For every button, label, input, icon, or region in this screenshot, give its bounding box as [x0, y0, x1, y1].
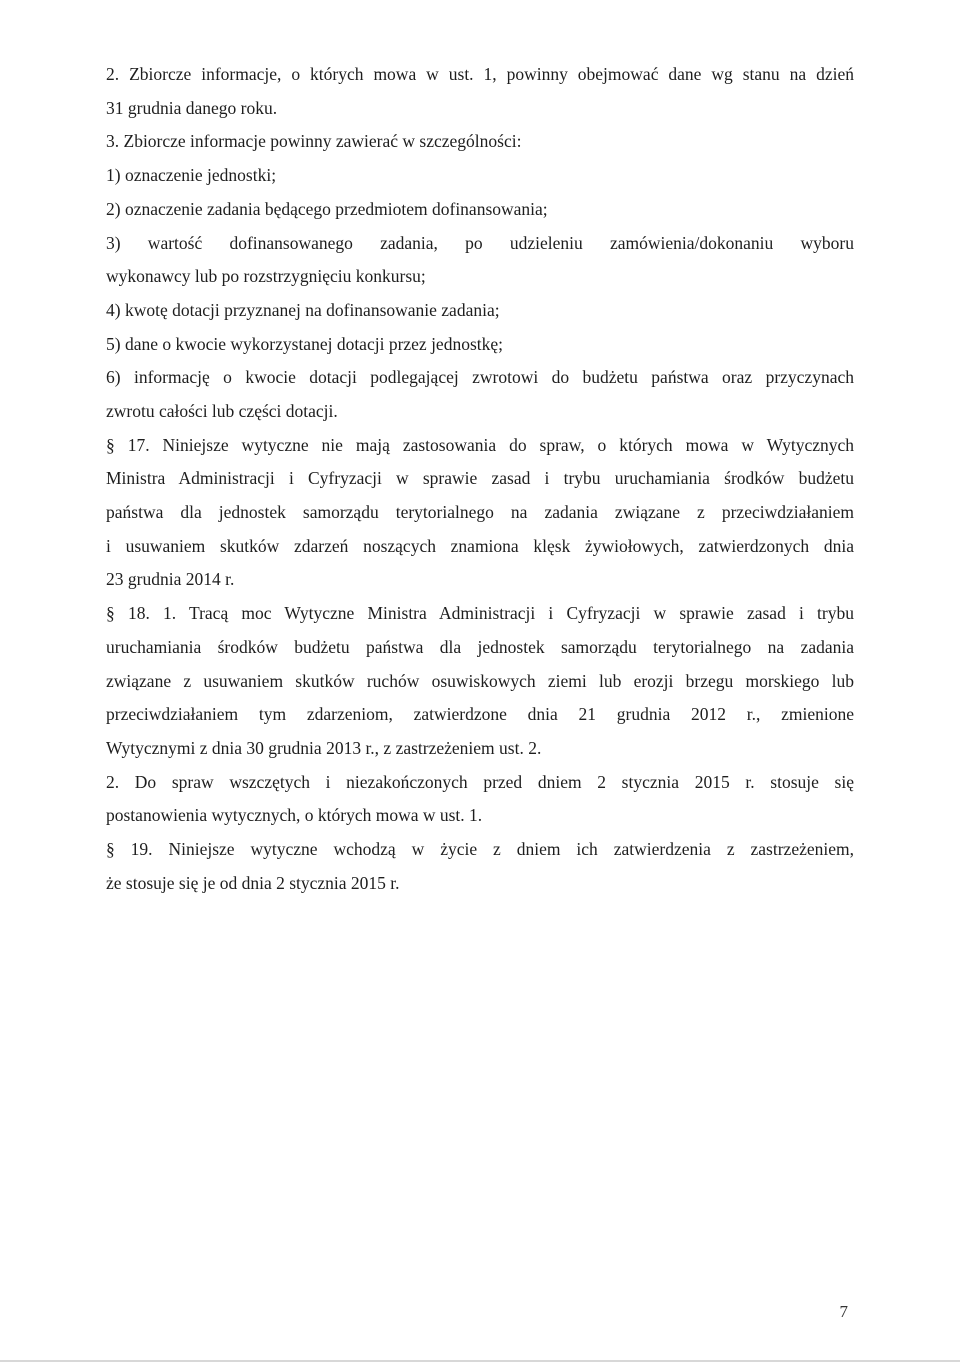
scan-edge [0, 1360, 960, 1362]
text-line: związane z usuwaniem skutków ruchów osuwiskowych ziemi lub erozji brzegu morskiego lub [106, 670, 854, 691]
text-line: 2) oznaczenie zadania będącego przedmiotem dofinansowania; [106, 198, 548, 219]
text-line: zwrotu całości lub części dotacji. [106, 400, 338, 421]
text-line: Ministra Administracji i Cyfryzacji w sprawie zasad i trybu uruchamiania środków budżetu [106, 468, 854, 489]
text-line: 5) dane o kwocie wykorzystanej dotacji przez jednostkę; [106, 333, 504, 354]
text-line: przeciwdziałaniem tym zdarzeniom, zatwierdzone dnia 21 grudnia 2012 r., zmienione [106, 704, 854, 725]
document-body [106, 58, 854, 900]
text-line: że stosuje się je od dnia 2 stycznia 2015 r. [106, 872, 400, 893]
text-line: 2. Zbiorcze informacje, o których mowa w ust. 1, powinny obejmować dane wg stanu na dzień [106, 64, 854, 84]
text-line: § 17. Niniejsze wytyczne nie mają zastosowania do spraw, o których mowa w Wytycznych [106, 434, 854, 455]
text-line: 2. Do spraw wszczętych i niezakończonych przed dniem 2 stycznia 2015 r. stosuje się [106, 771, 854, 792]
text-line: 4) kwotę dotacji przyznanej na dofinansowanie zadania; [106, 299, 500, 320]
text-line: Wytycznymi z dnia 30 grudnia 2013 r., z zastrzeżeniem ust. 2. [106, 737, 542, 758]
text-line: postanowienia wytycznych, o których mowa w ust. 1. [106, 805, 483, 826]
text-line: § 19. Niniejsze wytyczne wchodzą w życie z dniem ich zatwierdzenia z zastrzeżeniem, [106, 838, 854, 859]
text-line: 1) oznaczenie jednostki; [106, 165, 277, 186]
text-line: 6) informację o kwocie dotacji podlegającej zwrotowi do budżetu państwa oraz przyczynach [106, 367, 854, 388]
text-line: i usuwaniem skutków zdarzeń noszących znamiona klęsk żywiołowych, zatwierdzonych dnia [106, 535, 854, 556]
text-line: 3) wartość dofinansowanego zadania, po udzieleniu zamówienia/dokonaniu wyboru [106, 232, 854, 253]
text-line: wykonawcy lub po rozstrzygnięciu konkursu; [106, 266, 426, 287]
text-line: 3. Zbiorcze informacje powinny zawierać w szczególności: [106, 131, 522, 152]
text-line: uruchamiania środków budżetu państwa dla jednostek samorządu terytorialnego na zadania [106, 636, 854, 657]
text-line: państwa dla jednostek samorządu terytorialnego na zadania związane z przeciwdziałaniem [106, 502, 854, 523]
page-number: 7 [839, 1302, 848, 1321]
text-line: 23 grudnia 2014 r. [106, 569, 235, 590]
text-line: 31 grudnia danego roku. [106, 97, 278, 118]
text-line: § 18. 1. Tracą moc Wytyczne Ministra Administracji i Cyfryzacji w sprawie zasad i trybu [106, 603, 854, 624]
